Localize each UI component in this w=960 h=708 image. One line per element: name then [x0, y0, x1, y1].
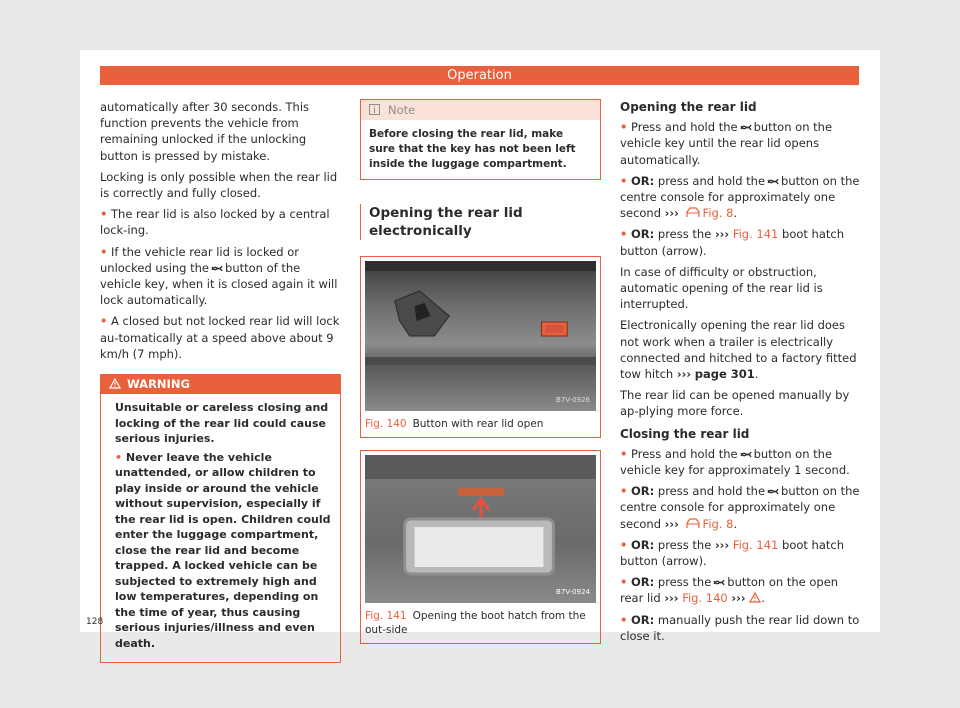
column-2	[360, 99, 601, 644]
list-item: • OR: press and hold the button on the centre console for approximately one second ››› Fig. 8.	[620, 173, 860, 221]
warning-header: WARNING	[101, 374, 340, 394]
figure-140-image	[365, 261, 596, 411]
list-item: • OR: press and hold the button on the centre console for approximately one second ››› Fig. 8.	[620, 484, 860, 531]
key-button-icon	[740, 451, 752, 458]
paragraph: Electronically opening the rear lid does not work when a trailer is electrically connected and hitched to a factory fitted tow hitch ››› page 301.	[620, 318, 857, 382]
car-button-icon	[685, 518, 701, 529]
list-item: • OR: manually push the rear lid down to close it.	[620, 612, 860, 643]
figure-141-image	[365, 455, 596, 603]
figure-141	[360, 450, 601, 644]
warning-list-item: • Never leave the vehicle unattended, or allow children to play inside or around the vehicle without supervision, especially if the rear lid is open. Children could enter the luggage compartment, close the rear lid and become trapped. A locked vehicle can be subjected to extremely high and low temperatures, depending on the time of year, thus causing serious injuries/illness and even death.	[115, 450, 331, 650]
bullet-icon: •	[100, 314, 108, 329]
bullet-icon: •	[115, 450, 123, 464]
note-header: Note	[361, 100, 600, 120]
figure-link[interactable]: Fig. 8	[702, 516, 734, 531]
warning-paragraph: Unsuitable or careless closing and locking of the rear lid could cause serious injuries.	[115, 401, 329, 446]
key-button-icon	[740, 124, 752, 131]
paragraph: automatically after 30 seconds. This function prevents the vehicle from remaining unlocked if the unlocking button is pressed by mistake.	[100, 100, 310, 163]
list-item: • OR: press the button on the open rear lid ››› Fig. 140 ››› .	[620, 575, 839, 606]
note-body: Before closing the rear lid, make sure that the key has not been left inside the luggage compartment.	[369, 128, 576, 170]
paragraph: In case of difficulty or obstruction, automatic opening of the rear lid is interrupted.	[620, 264, 823, 312]
key-button-icon	[713, 579, 725, 586]
warning-box	[100, 374, 341, 663]
subheading: Closing the rear lid	[620, 426, 750, 441]
section-title: Opening the rear lid electronically	[360, 204, 601, 240]
figure-link[interactable]: Fig. 141	[732, 227, 779, 242]
list-item: • Press and hold the button on the vehicle key for approximately 1 second.	[620, 446, 850, 478]
figure-link[interactable]: Fig. 140	[682, 591, 728, 606]
key-button-icon	[767, 488, 779, 495]
page-number: 128	[86, 617, 104, 627]
page-header: Operation	[100, 66, 859, 85]
list-item: • If the vehicle rear lid is locked or unlocked using the button of the vehicle key, when it is closed again it will lock automatically.	[100, 244, 338, 308]
boot-hatch-illustration	[365, 455, 596, 603]
subheading: Opening the rear lid	[620, 100, 757, 114]
info-icon	[369, 104, 380, 115]
paragraph: Locking is only possible when the rear lid is correctly and fully closed.	[100, 169, 338, 201]
column-1	[100, 99, 341, 663]
rear-lid-illustration	[365, 261, 596, 411]
car-button-icon	[685, 207, 701, 218]
figure-code: B7V-0924	[556, 588, 590, 597]
key-button-icon	[211, 265, 223, 272]
note-box	[360, 99, 601, 180]
warning-triangle-icon	[109, 378, 121, 389]
warning-body	[101, 394, 340, 662]
page-link[interactable]: page 301	[694, 367, 755, 382]
figure-link[interactable]: Fig. 141	[732, 537, 779, 552]
figure-caption: Fig. 141 Opening the boot hatch from the out-side	[365, 610, 586, 637]
list-item: • OR: press the ››› Fig. 141 boot hatch button (arrow).	[620, 537, 845, 569]
column-3	[620, 99, 860, 649]
list-item: • OR: press the ››› Fig. 141 boot hatch button (arrow).	[620, 227, 845, 258]
list-item: • A closed but not locked rear lid will lock au-tomatically at a speed above about 9 km/h (7 mph).	[100, 314, 340, 361]
bullet-icon: •	[100, 207, 108, 222]
figure-code: B7V-0926	[556, 396, 590, 405]
warning-triangle-icon[interactable]	[749, 592, 761, 603]
figure-caption: Fig. 140 Button with rear lid open	[365, 418, 544, 431]
list-item: • Press and hold the button on the vehicle key until the rear lid opens automatically.	[620, 120, 833, 167]
figure-140	[360, 256, 601, 438]
key-button-icon	[767, 178, 779, 185]
figure-link[interactable]: Fig. 8	[702, 206, 734, 221]
bullet-icon: •	[100, 244, 108, 259]
paragraph: The rear lid can be opened manually by ap-plying more force.	[620, 388, 850, 419]
list-item: • The rear lid is also locked by a central lock-ing.	[100, 207, 330, 238]
